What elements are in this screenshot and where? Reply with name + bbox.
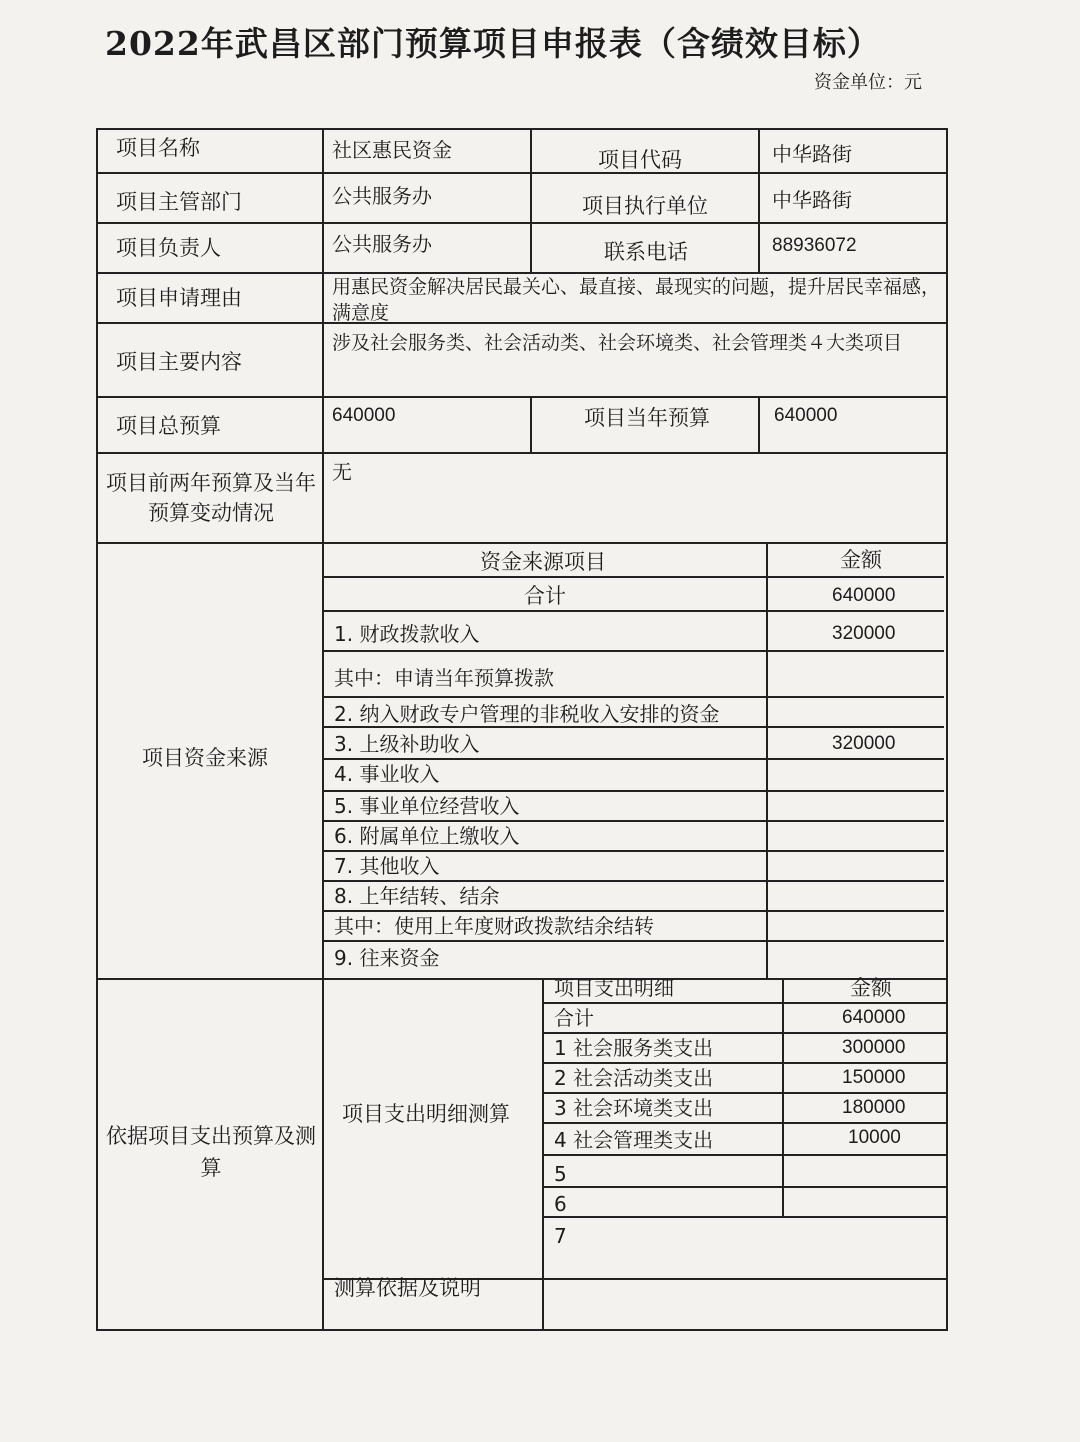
budget-history-value: 无 xyxy=(332,460,352,484)
expense-row-label: 3 社会环境类支出 xyxy=(554,1096,714,1120)
executing-unit-label: 项目执行单位 xyxy=(582,194,708,218)
funding-row-label: 9. 往来资金 xyxy=(334,946,440,970)
expense-row-divider xyxy=(544,1154,946,1156)
funding-row-divider xyxy=(324,650,944,652)
application-reason-value: 用惠民资金解决居民最关心、最直接、最现实的问题，提升居民幸福感，满意度 xyxy=(332,276,941,324)
expense-row-label: 5 xyxy=(554,1162,567,1186)
annual-budget-value: 640000 xyxy=(774,405,838,426)
funding-row-label: 2. 纳入财政专户管理的非税收入安排的资金 xyxy=(334,702,720,726)
main-content-label: 项目主要内容 xyxy=(116,350,242,374)
expense-row-divider xyxy=(544,1216,946,1218)
funding-row-label: 其中：使用上年度财政拨款结余结转 xyxy=(334,914,654,938)
expense-row-amount: 10000 xyxy=(848,1127,901,1148)
expense-row-amount: 180000 xyxy=(842,1097,906,1118)
funding-row-label: 其中：申请当年预算拨款 xyxy=(334,666,554,690)
managing-dept-label: 项目主管部门 xyxy=(116,190,242,214)
funding-row-label: 3. 上级补助收入 xyxy=(334,732,480,756)
project-owner-value: 公共服务办 xyxy=(332,232,432,256)
project-owner-label: 项目负责人 xyxy=(116,236,221,260)
expense-row-label: 6 xyxy=(554,1192,567,1216)
expense-header-item: 项目支出明细 xyxy=(554,976,674,1000)
row-divider xyxy=(98,396,946,398)
funding-row-divider xyxy=(324,610,944,612)
expense-row-label: 2 社会活动类支出 xyxy=(554,1066,714,1090)
application-reason-label: 项目申请理由 xyxy=(116,286,242,310)
funding-row-amount: 320000 xyxy=(832,623,896,644)
funding-header-item: 资金来源项目 xyxy=(480,550,606,574)
funding-row-label: 1. 财政拨款收入 xyxy=(334,622,480,646)
funding-amount-column-divider xyxy=(766,542,768,978)
expense-row-divider xyxy=(544,1186,946,1188)
expense-section-label: 依据项目支出预算及测算 xyxy=(106,1124,316,1180)
expense-detail-calc-label: 项目支出明细测算 xyxy=(342,1102,510,1126)
project-name-label: 项目名称 xyxy=(116,136,200,160)
project-code-value: 中华路街 xyxy=(772,142,852,166)
funding-row-divider xyxy=(324,696,944,698)
managing-dept-value: 公共服务办 xyxy=(332,184,432,208)
budget-application-form xyxy=(96,128,948,1331)
column-divider xyxy=(758,396,760,452)
project-code-label: 项目代码 xyxy=(598,148,682,172)
funding-row-label: 4. 事业收入 xyxy=(334,762,440,786)
expense-row-amount: 300000 xyxy=(842,1037,906,1058)
annual-budget-label: 项目当年预算 xyxy=(584,406,710,430)
expense-row-label: 1 社会服务类支出 xyxy=(554,1036,714,1060)
total-budget-label: 项目总预算 xyxy=(116,414,221,438)
budget-history-label: 项目前两年预算及当年预算变动情况 xyxy=(106,471,316,525)
funding-row-label: 7. 其他收入 xyxy=(334,854,440,878)
funding-row-amount: 640000 xyxy=(832,585,896,606)
total-budget-value: 640000 xyxy=(332,405,396,426)
expense-amount-column-divider xyxy=(782,978,784,1216)
expense-row-label: 7 xyxy=(554,1224,567,1248)
row-divider xyxy=(98,542,946,544)
main-content-value: 涉及社会服务类、社会活动类、社会环境类、社会管理类４大类项目 xyxy=(332,332,903,354)
executing-unit-value: 中华路街 xyxy=(772,188,852,212)
expense-row-label: 4 社会管理类支出 xyxy=(554,1128,714,1152)
row-divider xyxy=(98,222,946,224)
column-divider xyxy=(530,130,532,272)
funding-row-amount: 320000 xyxy=(832,733,896,754)
expense-row-label: 合计 xyxy=(554,1006,594,1030)
calculation-basis-label: 测算依据及说明 xyxy=(334,1276,481,1300)
row-divider xyxy=(98,172,946,174)
funding-row-label: 6. 附属单位上缴收入 xyxy=(334,824,520,848)
contact-phone-value: 88936072 xyxy=(772,235,857,256)
expense-header-amount: 金额 xyxy=(850,976,892,1000)
row-divider xyxy=(98,978,946,980)
column-divider xyxy=(530,396,532,452)
funding-source-section-label: 项目资金来源 xyxy=(142,746,268,770)
funding-row-divider xyxy=(324,576,944,578)
funding-row-label: 8. 上年结转、结余 xyxy=(334,884,500,908)
page-title: 2022年武昌区部门预算项目申报表（含绩效目标） xyxy=(105,24,881,63)
funding-header-amount: 金额 xyxy=(840,548,882,572)
row-divider xyxy=(98,452,946,454)
project-name-value: 社区惠民资金 xyxy=(332,138,452,162)
funding-row-label: 合计 xyxy=(524,584,566,608)
column-divider xyxy=(758,130,760,272)
currency-unit-note: 资金单位：元 xyxy=(814,72,922,93)
expense-row-amount: 150000 xyxy=(842,1067,906,1088)
contact-phone-label: 联系电话 xyxy=(604,240,688,264)
label-column-divider xyxy=(322,130,324,1329)
expense-row-amount: 640000 xyxy=(842,1007,906,1028)
funding-row-label: 5. 事业单位经营收入 xyxy=(334,794,520,818)
funding-row-divider xyxy=(324,940,944,942)
